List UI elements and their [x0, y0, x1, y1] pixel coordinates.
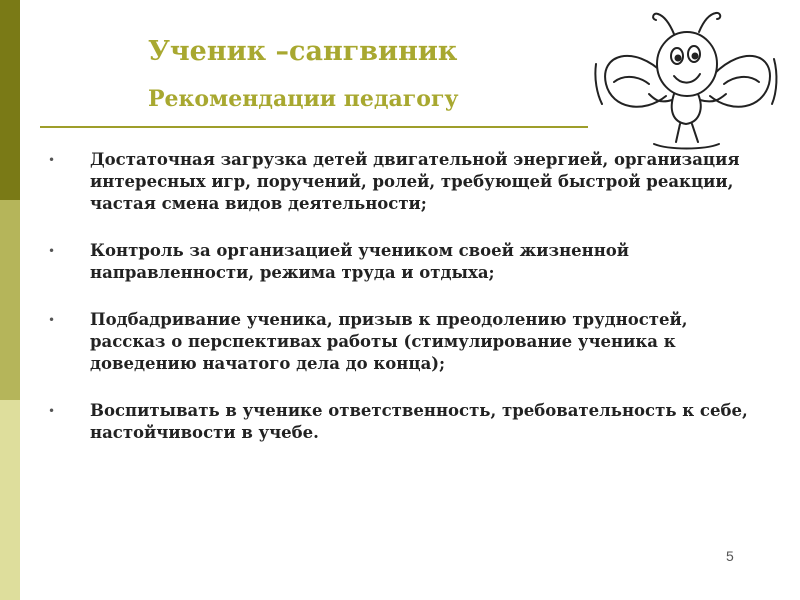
side-bar-mid	[0, 200, 20, 400]
cartoon-mascot-icon	[594, 4, 779, 154]
bullet-icon: •	[48, 153, 56, 167]
list-item-text: Воспитывать в ученике ответственность, требовательность к себе, настойчивости в учебе.	[90, 401, 748, 442]
page-number: 5	[726, 548, 734, 564]
title-divider	[40, 126, 588, 128]
side-bar-light	[0, 400, 20, 600]
bullet-icon: •	[48, 313, 56, 327]
list-item-text: Достаточная загрузка детей двигательной энергией, организация интересных игр, поручений, ролей, требующей быстрой реакции, частая смена видов деятельности;	[90, 150, 740, 213]
list-item-text: Контроль за организацией учеником своей жизненной направленности, режима труда и отдыха;	[90, 241, 630, 282]
list-item	[48, 149, 768, 215]
bullet-icon: •	[48, 404, 56, 418]
list-item-text: Подбадривание ученика, призыв к преодолению трудностей, рассказ о перспективах работы (стимулирование ученика к доведению начатого дела до конца);	[90, 310, 688, 373]
list-item	[48, 309, 768, 375]
slide-title: Ученик –сангвиник	[148, 36, 458, 67]
side-bar-dark	[0, 0, 20, 200]
slide-subtitle: Рекомендации педагогу	[148, 86, 459, 112]
list-item	[48, 400, 768, 444]
recommendation-list	[48, 149, 768, 469]
list-item	[48, 240, 768, 284]
bullet-icon: •	[48, 244, 56, 258]
